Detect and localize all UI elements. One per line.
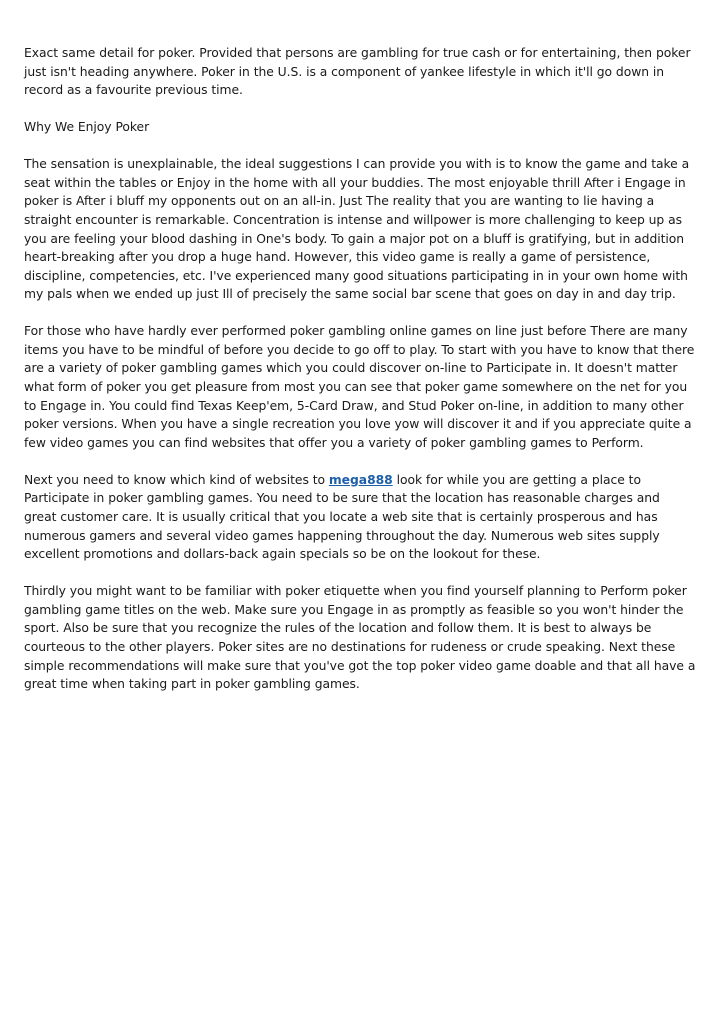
- paragraph-enjoy-poker: The sensation is unexplainable, the ideal suggestions I can provide you with is to know the game and take a seat within the tables or Enjoy in the home with all your buddies. The most enjoyable thrill After i Engage in poker is After i bluff my opponents out on an all-in. Just The reality that you are wanting to lie having a straight encounter is remarkable. Concentration is intense and willpower is more challenging to keep up as you are feeling your blood dashing in One's body. To gain a major pot on a bluff is gratifying, but in addition heart-breaking after you drop a huge hand. However, this video game is really a game of persistence, discipline, competencies, etc. I've experienced many good situations participating in in your own home with my pals when we ended up just Ill of precisely the same social bar scene that goes on day in and day trip.: [24, 157, 690, 302]
- paragraph-online-games: For those who have hardly ever performed poker gambling online games on line just before There are many items you have to be mindful of before you decide to go off to play. To start with you have to know that there are a variety of poker gambling games which you could discover on-line to Participate in. It doesn't matter what form of poker you get pleasure from most you can see that poker game somewhere on the net for you to Engage in. You could find Texas Keep'em, 5-Card Draw, and Stud Poker on-line, in addition to many other poker versions. When you have a single recreation you love yow will discover it and if you appreciate quite a few video games you can find websites that offer you a variety of poker gambling games to Perform.: [24, 324, 695, 450]
- paragraph-websites-end: look for while you are getting a place to Participate in poker gambling games. You need to be sure that the location has reasonable charges and great customer care. It is usually critical that you locate a web site that is certainly prosperous and has numerous gamers and several video games happening throughout the day. Numerous web sites supply excellent promotions and dollars-back again specials so be on the lookout for these.: [24, 472, 660, 562]
- paragraph-etiquette: Thirdly you might want to be familiar with poker etiquette when you find yourself planning to Perform poker gambling game titles on the web. Make sure you Engage in as promptly as feasible so you won't hinder the sport. Also be sure that you recognize the rules of the location and follow them. It is best to always be courteous to the other players. Poker sites are no destinations for rudeness or crude speaking. Next these simple recommendations will make sure that you've got the top poker video game doable and that all have a great time when taking part in poker gambling games.: [24, 584, 696, 692]
- paragraph-intro: Exact same detail for poker. Provided that persons are gambling for true cash or for entertaining, then poker just isn't heading anywhere. Poker in the U.S. is a component of yankee lifestyle in which it'll go down in record as a favourite previous time.: [24, 46, 691, 98]
- mega888-link[interactable]: mega888: [328, 472, 393, 487]
- article-body: [24, 44, 696, 712]
- section-heading: Why We Enjoy Poker: [24, 120, 150, 135]
- paragraph-websites-start: Next you need to know which kind of websites to: [24, 472, 329, 487]
- paragraph-websites: [24, 471, 696, 564]
